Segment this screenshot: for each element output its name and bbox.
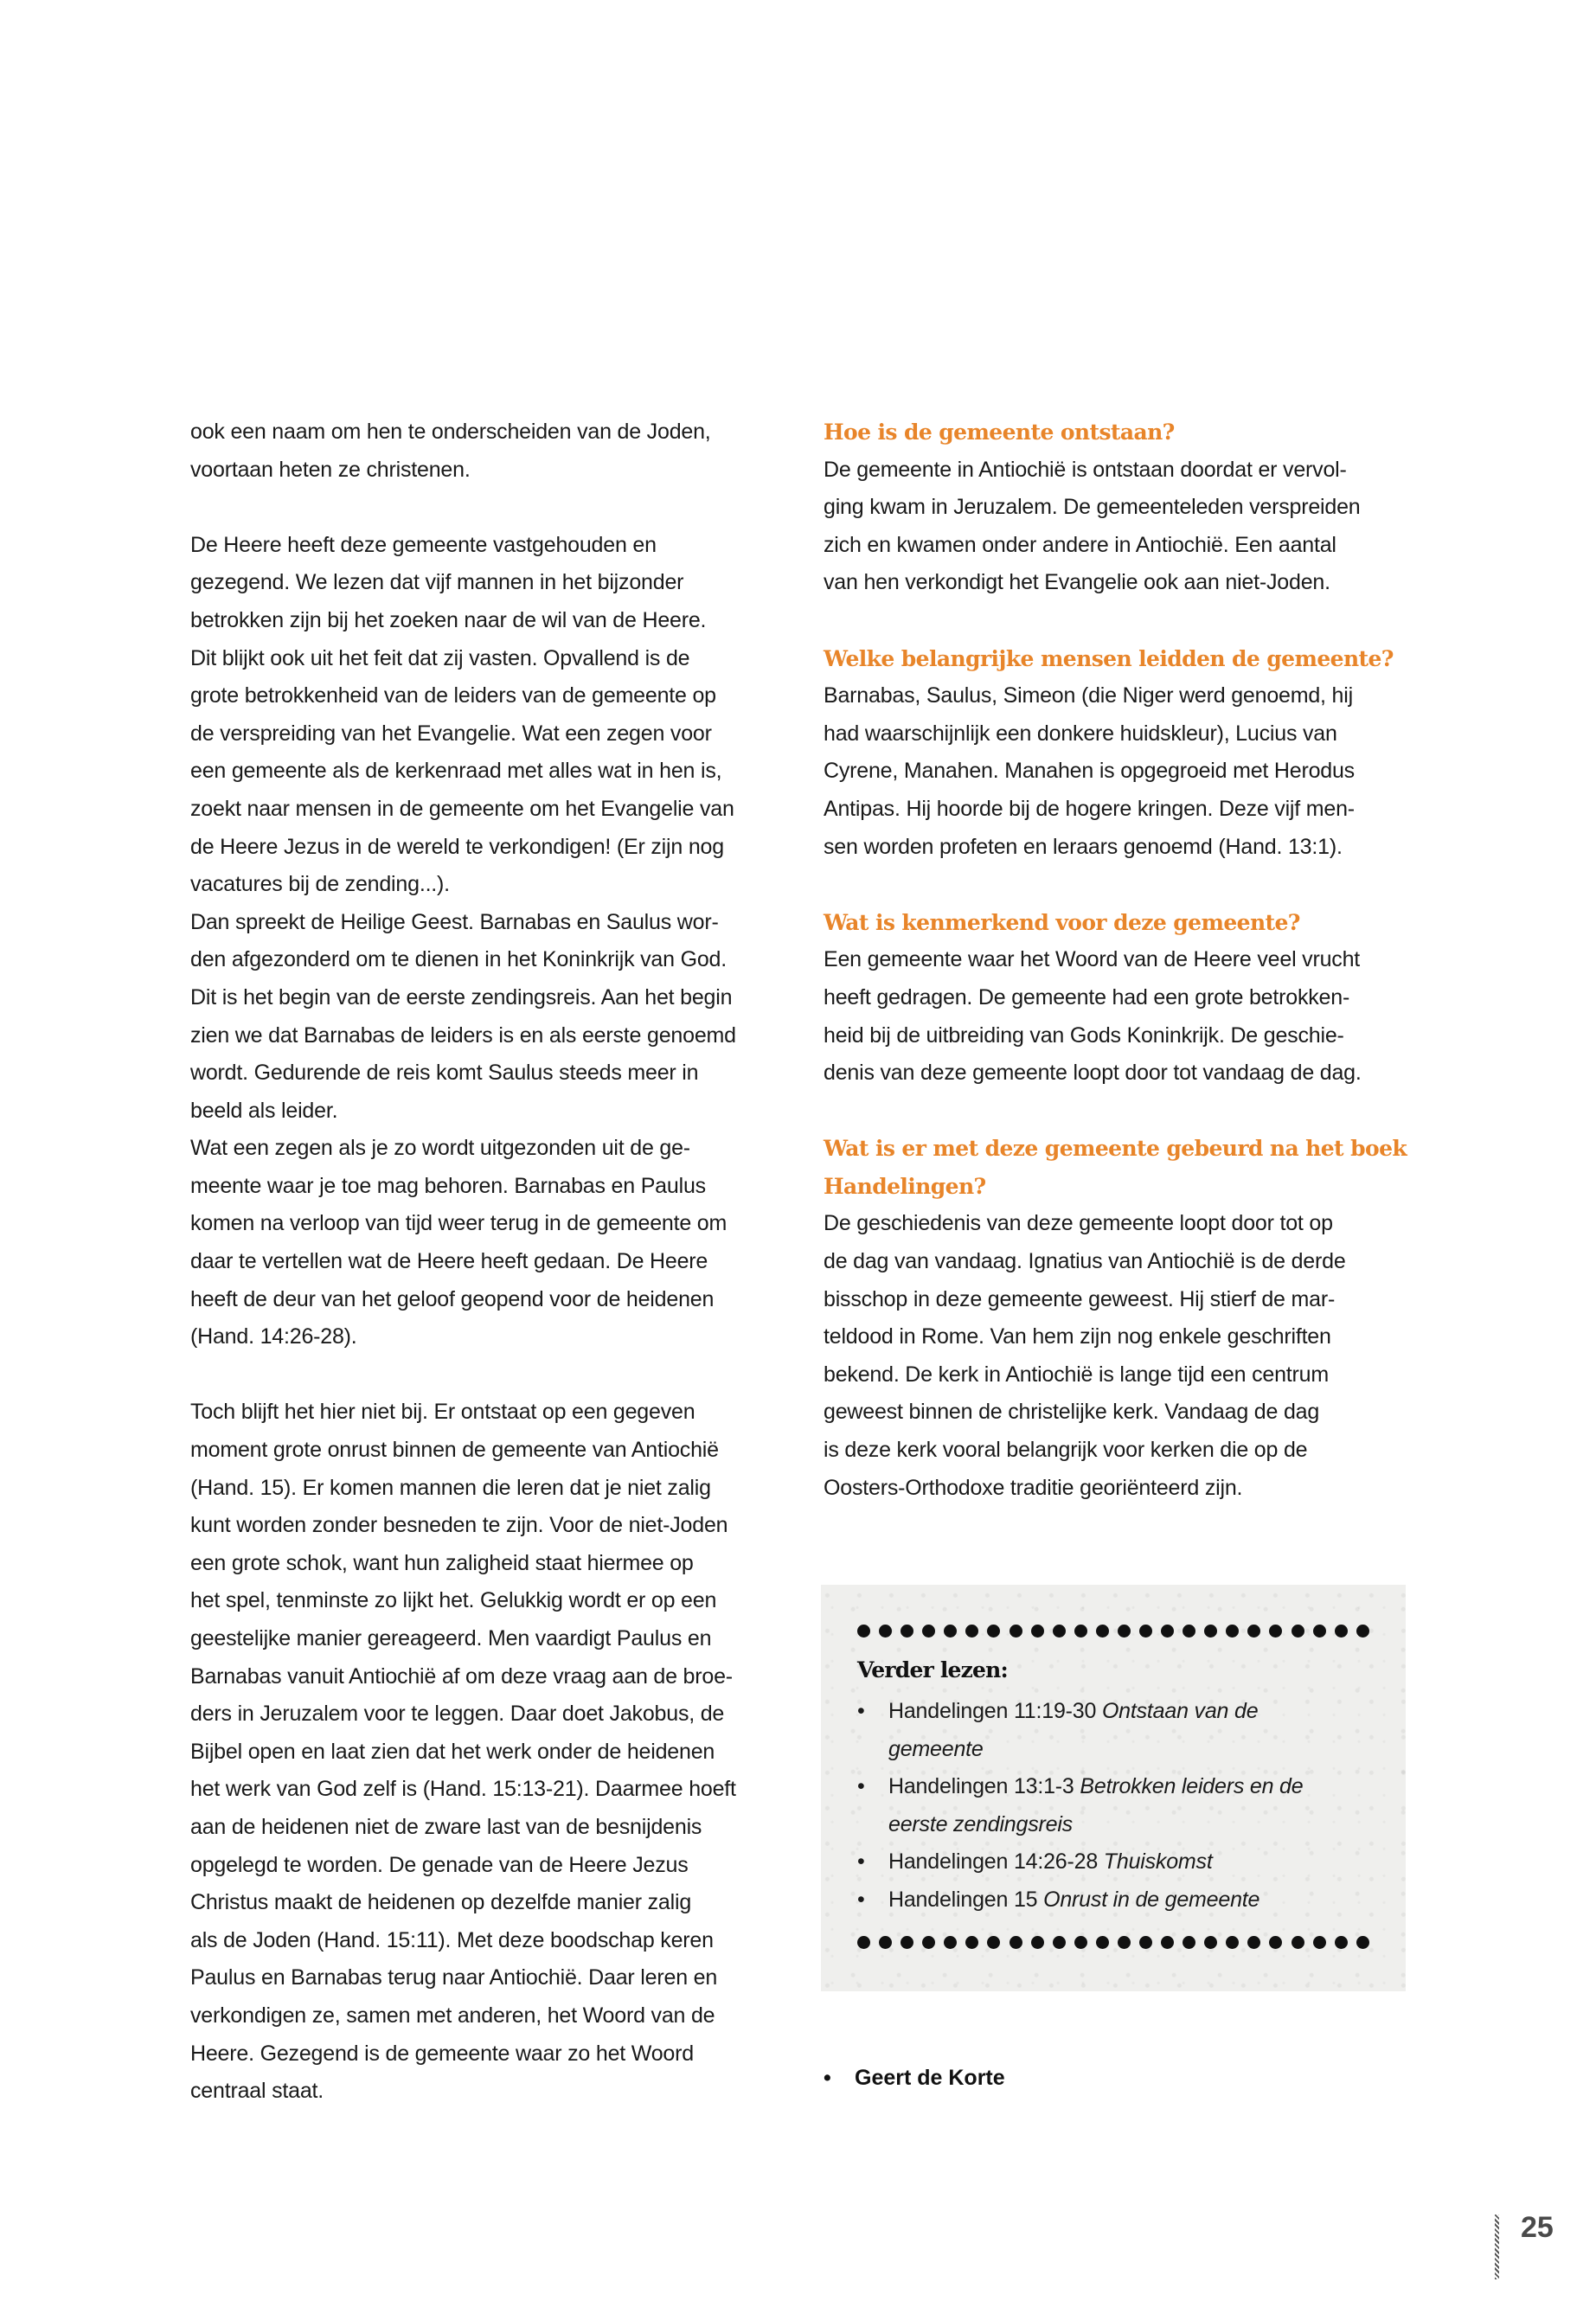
dot-icon [965, 1625, 978, 1638]
section-spacer [824, 866, 1420, 904]
body-text-line: den afgezonderd om te dienen in het Koninkrijk van God. [190, 947, 727, 972]
body-text-line: als de Joden (Hand. 15:11). Met deze boodschap keren [190, 1927, 714, 1952]
dot-icon [1313, 1936, 1326, 1949]
dot-icon [1010, 1625, 1022, 1638]
further-reading-box [821, 1585, 1406, 1991]
body-text-line: Heere. Gezegend is de gemeente waar zo het Woord [190, 2041, 694, 2066]
scripture-reference: Handelingen 15 [888, 1887, 1038, 1912]
scripture-reference: Handelingen 13:1-3 [888, 1774, 1074, 1799]
dot-icon [1074, 1936, 1087, 1949]
bullet-icon: • [857, 1887, 865, 1912]
qa-section [824, 413, 1420, 602]
dot-icon [944, 1936, 957, 1949]
section-text-line: heid bij de uitbreiding van Gods Koninkrijk. De geschie- [824, 1022, 1344, 1048]
further-reading-list [857, 1693, 1373, 1920]
reading-title-continued: gemeente [888, 1736, 984, 1761]
author-name: Geert de Korte [855, 2066, 1005, 2090]
body-text-line: het spel, tenminste zo lijkt het. Gelukkig wordt er op een [190, 1588, 717, 1613]
body-text-line: moment grote onrust binnen de gemeente van Antiochië [190, 1438, 719, 1463]
dot-icon [1269, 1936, 1282, 1949]
dot-icon [1183, 1936, 1195, 1949]
dot-icon [965, 1936, 978, 1949]
reading-title-continued: eerste zendingsreis [888, 1811, 1073, 1836]
section-text-line: teldood in Rome. Van hem zijn nog enkele geschriften [824, 1324, 1331, 1349]
scripture-reference: Handelingen 11:19-30 [888, 1699, 1097, 1723]
body-text-line: Wat een zegen als je zo wordt uitgezonden uit de ge- [190, 1136, 690, 1161]
dot-icon [944, 1625, 957, 1638]
body-text-line: gezegend. We lezen dat vijf mannen in het bijzonder [190, 570, 684, 595]
dot-icon [1226, 1936, 1239, 1949]
dot-icon [1313, 1625, 1326, 1638]
body-text-line: Dit blijkt ook uit het feit dat zij vasten. Opvallend is de [190, 645, 690, 670]
dot-icon [1269, 1625, 1282, 1638]
section-text-line: de dag van vandaag. Ignatius van Antiochië is de derde [824, 1249, 1346, 1274]
section-text-line: ging kwam in Jeruzalem. De gemeenteleden verspreiden [824, 495, 1361, 520]
right-column [824, 413, 1420, 1507]
body-text-line: Dan spreekt de Heilige Geest. Barnabas en Saulus wor- [190, 909, 719, 934]
section-text-line: zich en kwamen onder andere in Antiochië. Een aantal [824, 532, 1336, 557]
body-text-line: Dit is het begin van de eerste zendingsreis. Aan het begin [190, 984, 733, 1009]
dot-icon [1096, 1625, 1109, 1638]
bullet-icon: • [857, 1774, 865, 1799]
dot-icon [1010, 1936, 1022, 1949]
body-text-line: geestelijke manier gereageerd. Men vaardigt Paulus en [190, 1626, 712, 1650]
dot-icon [1031, 1936, 1044, 1949]
dot-icon [987, 1936, 1000, 1949]
reading-list-item [857, 1693, 1373, 1768]
body-text-line: Bijbel open en laat zien dat het werk onder de heidenen [190, 1739, 715, 1764]
dot-icon [1118, 1936, 1131, 1949]
body-text-line: voortaan heten ze christenen. [190, 457, 471, 482]
dot-icon [1053, 1625, 1066, 1638]
author-credit [824, 2066, 1005, 2091]
section-text-line: van hen verkondigt het Evangelie ook aan niet-Joden. [824, 570, 1330, 595]
section-heading: Hoe is de gemeente ontstaan? [824, 420, 1175, 445]
body-text-line: centraal staat. [190, 2079, 324, 2104]
body-text-line: opgelegd te worden. De genade van de Heere Jezus [190, 1852, 689, 1877]
body-text-line: komen na verloop van tijd weer terug in de gemeente om [190, 1211, 727, 1236]
dot-icon [987, 1625, 1000, 1638]
qa-section [824, 904, 1420, 1093]
bullet-icon: • [857, 1699, 865, 1723]
body-text-line: ook een naam om hen te onderscheiden van de Joden, [190, 420, 711, 444]
section-text-line: sen worden profeten en leraars genoemd (Hand. 13:1). [824, 834, 1343, 859]
dot-icon [1292, 1936, 1304, 1949]
dot-icon [1335, 1936, 1348, 1949]
body-text-line: de Heere Jezus in de wereld te verkondigen! (Er zijn nog [190, 834, 724, 859]
qa-section [824, 1130, 1420, 1507]
body-text-line: de verspreiding van het Evangelie. Wat een zegen voor [190, 721, 712, 746]
section-heading: Wat is kenmerkend voor deze gemeente? [824, 909, 1300, 935]
body-text-line: Paulus en Barnabas terug naar Antiochië. Daar leren en [190, 1965, 718, 1990]
paragraph-spacer [190, 489, 787, 527]
dot-icon [1139, 1625, 1152, 1638]
body-text-line: De Heere heeft deze gemeente vastgehouden en [190, 532, 657, 557]
dot-icon [1356, 1936, 1369, 1949]
body-text-line: een gemeente als de kerkenraad met alles wat in hen is, [190, 759, 722, 784]
dot-icon [1161, 1936, 1174, 1949]
section-text-line: bekend. De kerk in Antiochië is lange tijd een centrum [824, 1362, 1329, 1387]
body-text-line: Christus maakt de heidenen op dezelfde manier zalig [190, 1890, 692, 1915]
body-text-line: een grote schok, want hun zaligheid staat hiermee op [190, 1550, 694, 1575]
dot-icon [1247, 1625, 1260, 1638]
section-spacer [824, 1093, 1420, 1131]
body-text-line: kunt worden zonder besneden te zijn. Voor de niet-Joden [190, 1513, 728, 1538]
page-number: 25 [1521, 2211, 1554, 2244]
body-text-line: zoekt naar mensen in de gemeente om het Evangelie van [190, 796, 734, 821]
body-text-line: Toch blijft het hier niet bij. Er ontstaat op een gegeven [190, 1400, 695, 1425]
reading-title: Betrokken leiders en de [1080, 1774, 1304, 1799]
body-text-line: (Hand. 14:26-28). [190, 1324, 357, 1349]
body-text-line: ders in Jeruzalem voor te leggen. Daar doet Jakobus, de [190, 1702, 725, 1727]
section-text-line: denis van deze gemeente loopt door tot vandaag de dag. [824, 1061, 1362, 1086]
section-text-line: De geschiedenis van deze gemeente loopt door tot op [824, 1211, 1333, 1236]
body-text-line: aan de heidenen niet de zware last van de besnijdenis [190, 1814, 702, 1839]
reading-list-item [857, 1843, 1373, 1881]
reading-list-item [857, 1768, 1373, 1843]
body-text-line: heeft de deur van het geloof geopend voor de heidenen [190, 1286, 715, 1311]
body-text-line: meente waar je toe mag behoren. Barnabas en Paulus [190, 1173, 706, 1198]
section-text-line: Oosters-Orthodoxe traditie georiënteerd zijn. [824, 1475, 1243, 1500]
section-text-line: Een gemeente waar het Woord van de Heere veel vrucht [824, 947, 1361, 972]
body-text-line: vacatures bij de zending...). [190, 872, 450, 897]
section-text-line: Antipas. Hij hoorde bij de hogere kringen. Deze vijf men- [824, 796, 1355, 821]
reading-title: Onrust in de gemeente [1043, 1887, 1260, 1912]
section-text-line: had waarschijnlijk een donkere huidskleur), Lucius van [824, 721, 1337, 746]
section-text-line: is deze kerk vooral belangrijk voor kerken die op de [824, 1438, 1308, 1463]
section-text-line: Cyrene, Manahen. Manahen is opgegroeid met Herodus [824, 759, 1355, 784]
section-text-line: heeft gedragen. De gemeente had een grote betrokken- [824, 984, 1350, 1009]
dot-icon [922, 1936, 935, 1949]
dot-icon [879, 1936, 892, 1949]
dot-icon [857, 1936, 870, 1949]
further-reading-title: Verder lezen: [857, 1657, 1008, 1682]
dot-icon [1031, 1625, 1044, 1638]
section-text-line: Barnabas, Saulus, Simeon (die Niger werd genoemd, hij [824, 683, 1353, 708]
scripture-reference: Handelingen 14:26-28 [888, 1849, 1099, 1875]
left-column [190, 413, 787, 2111]
dot-icon [1247, 1936, 1260, 1949]
section-heading: Welke belangrijke mensen leidden de gemeente? [824, 645, 1394, 671]
reading-list-item [857, 1881, 1373, 1920]
body-text-line: het werk van God zelf is (Hand. 15:13-21). Daarmee hoeft [190, 1777, 736, 1802]
section-text-line: bisschop in deze gemeente geweest. Hij stierf de mar- [824, 1286, 1336, 1311]
body-text-line: beeld als leider. [190, 1098, 338, 1123]
qa-section [824, 640, 1420, 867]
dot-icon [1204, 1936, 1217, 1949]
dot-icon [857, 1625, 870, 1638]
dot-icon [1139, 1936, 1152, 1949]
section-spacer [824, 602, 1420, 640]
dot-icon [1226, 1625, 1239, 1638]
section-heading: Wat is er met deze gemeente gebeurd na het boek [824, 1136, 1407, 1162]
dotted-divider-top [857, 1625, 1369, 1638]
body-text-line: wordt. Gedurende de reis komt Saulus steeds meer in [190, 1061, 699, 1086]
dot-icon [901, 1625, 913, 1638]
section-text-line: geweest binnen de christelijke kerk. Vandaag de dag [824, 1400, 1320, 1425]
dot-icon [922, 1625, 935, 1638]
dot-icon [1204, 1625, 1217, 1638]
dot-icon [1292, 1625, 1304, 1638]
dotted-divider-bottom [857, 1936, 1369, 1950]
dot-icon [901, 1936, 913, 1949]
reading-title: Thuiskomst [1103, 1849, 1213, 1875]
dot-icon [1074, 1625, 1087, 1638]
page-number-bar [1495, 2214, 1499, 2279]
section-heading: Handelingen? [824, 1173, 986, 1199]
dot-icon [1118, 1625, 1131, 1638]
bullet-icon: • [857, 1849, 865, 1875]
paragraph-spacer [190, 1356, 787, 1394]
body-text-line: daar te vertellen wat de Heere heeft gedaan. De Heere [190, 1249, 708, 1274]
body-text-line: verkondigen ze, samen met anderen, het Woord van de [190, 2003, 715, 2028]
body-text-line: zien we dat Barnabas de leiders is en als eerste genoemd [190, 1022, 736, 1048]
dot-icon [1183, 1625, 1195, 1638]
dot-icon [1161, 1625, 1174, 1638]
body-text-line: Barnabas vanuit Antiochië af om deze vraag aan de broe- [190, 1663, 733, 1689]
dot-icon [879, 1625, 892, 1638]
bullet-icon: • [824, 2066, 831, 2090]
dot-icon [1096, 1936, 1109, 1949]
reading-title: Ontstaan van de [1101, 1699, 1259, 1723]
section-text-line: De gemeente in Antiochië is ontstaan doordat er vervol- [824, 457, 1347, 482]
dot-icon [1053, 1936, 1066, 1949]
dot-icon [1335, 1625, 1348, 1638]
body-text-line: (Hand. 15). Er komen mannen die leren dat je niet zalig [190, 1475, 711, 1500]
dot-icon [1356, 1625, 1369, 1638]
body-text-line: grote betrokkenheid van de leiders van de gemeente op [190, 683, 716, 708]
body-text-line: betrokken zijn bij het zoeken naar de wil van de Heere. [190, 607, 707, 632]
